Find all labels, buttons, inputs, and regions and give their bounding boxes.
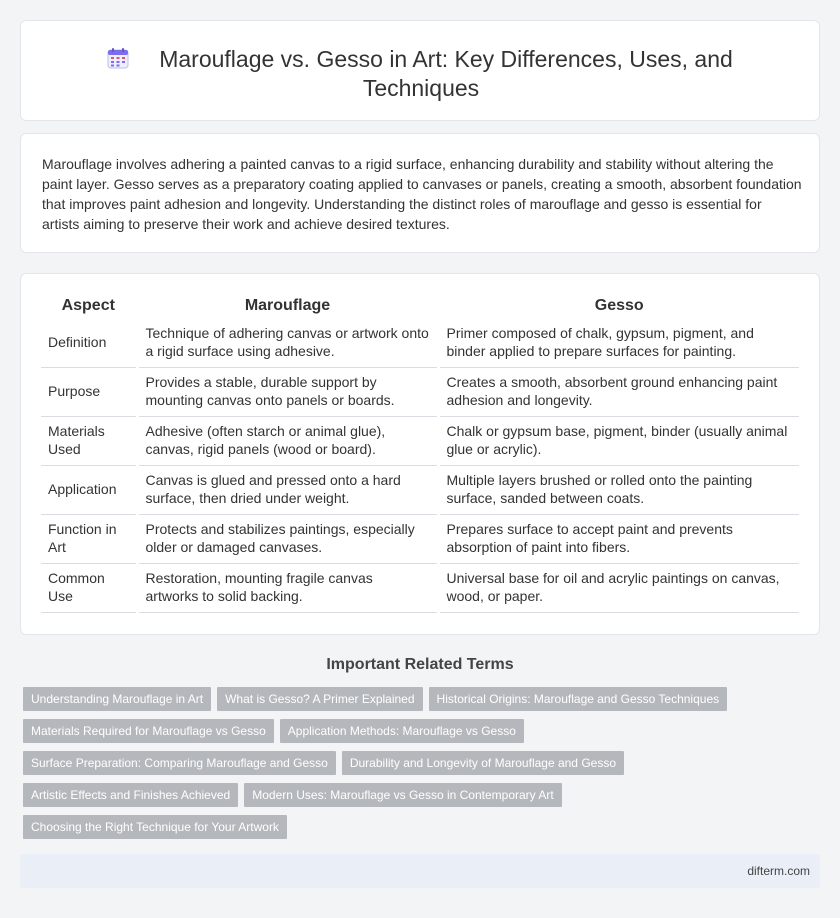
row-marouflage: Protects and stabilizes paintings, especially older or damaged canvases.: [137, 514, 438, 563]
row-marouflage: Adhesive (often starch or animal glue), canvas, rigid panels (wood or board).: [137, 416, 438, 465]
row-marouflage: Restoration, mounting fragile canvas artworks to solid backing.: [137, 563, 438, 612]
related-term-link[interactable]: Application Methods: Marouflage vs Gesso: [280, 719, 524, 743]
row-aspect: Materials Used: [41, 416, 137, 465]
related-term-link[interactable]: Durability and Longevity of Marouflage and Gesso: [342, 751, 624, 775]
row-marouflage: Technique of adhering canvas or artwork onto a rigid surface using adhesive.: [137, 318, 438, 367]
related-term-link[interactable]: Materials Required for Marouflage vs Gesso: [23, 719, 274, 743]
row-aspect: Application: [41, 465, 137, 514]
intro-card: [20, 133, 820, 253]
related-terms-list: [23, 687, 803, 839]
header-aspect: Aspect: [41, 293, 137, 318]
row-gesso: Chalk or gypsum base, pigment, binder (usually animal glue or acrylic).: [438, 416, 799, 465]
header-marouflage: Marouflage: [137, 293, 438, 318]
row-gesso: Primer composed of chalk, gypsum, pigment, and binder applied to prepare surfaces for painting.: [438, 318, 799, 367]
row-aspect: Purpose: [41, 367, 137, 416]
intro-paragraph: Marouflage involves adhering a painted canvas to a rigid surface, enhancing durability and stability without altering the paint layer. Gesso serves as a preparatory coating applied to canvases or panels, creating a smooth, absorbent foundation that improves paint adhesion and longevity. Understanding the distinct roles of marouflage and gesso is essential for artists aiming to preserve their work and achieve desired textures.: [42, 156, 802, 232]
footer-site-name[interactable]: difterm.com: [747, 864, 810, 878]
table-row: [41, 416, 799, 465]
page-title: Marouflage vs. Gesso in Art: Key Differences, Uses, and Techniques: [159, 46, 733, 101]
table-header-row: [41, 293, 799, 318]
table-row: [41, 563, 799, 612]
table-row: [41, 318, 799, 367]
header-gesso: Gesso: [438, 293, 799, 318]
row-marouflage: Canvas is glued and pressed onto a hard surface, then dried under weight.: [137, 465, 438, 514]
related-term-link[interactable]: Surface Preparation: Comparing Marouflage and Gesso: [23, 751, 336, 775]
row-gesso: Creates a smooth, absorbent ground enhancing paint adhesion and longevity.: [438, 367, 799, 416]
related-terms-heading: Important Related Terms: [326, 656, 514, 673]
table-row: [41, 367, 799, 416]
related-term-link[interactable]: Understanding Marouflage in Art: [23, 687, 211, 711]
row-aspect: Definition: [41, 318, 137, 367]
related-term-link[interactable]: Choosing the Right Technique for Your Artwork: [23, 815, 287, 839]
header-card: [20, 20, 820, 121]
related-term-link[interactable]: Historical Origins: Marouflage and Gesso Techniques: [429, 687, 728, 711]
row-gesso: Prepares surface to accept paint and prevents absorption of paint into fibers.: [438, 514, 799, 563]
row-gesso: Multiple layers brushed or rolled onto the painting surface, sanded between coats.: [438, 465, 799, 514]
related-term-link[interactable]: Modern Uses: Marouflage vs Gesso in Contemporary Art: [244, 783, 561, 807]
footer: [20, 854, 820, 888]
comparison-table: [41, 293, 799, 613]
row-gesso: Universal base for oil and acrylic paintings on canvas, wood, or paper.: [438, 563, 799, 612]
comparison-card: [20, 273, 820, 635]
table-row: [41, 514, 799, 563]
related-term-link[interactable]: Artistic Effects and Finishes Achieved: [23, 783, 238, 807]
row-aspect: Function in Art: [41, 514, 137, 563]
related-term-link[interactable]: What is Gesso? A Primer Explained: [217, 687, 422, 711]
table-row: [41, 465, 799, 514]
row-marouflage: Provides a stable, durable support by mounting canvas onto panels or boards.: [137, 367, 438, 416]
row-aspect: Common Use: [41, 563, 137, 612]
